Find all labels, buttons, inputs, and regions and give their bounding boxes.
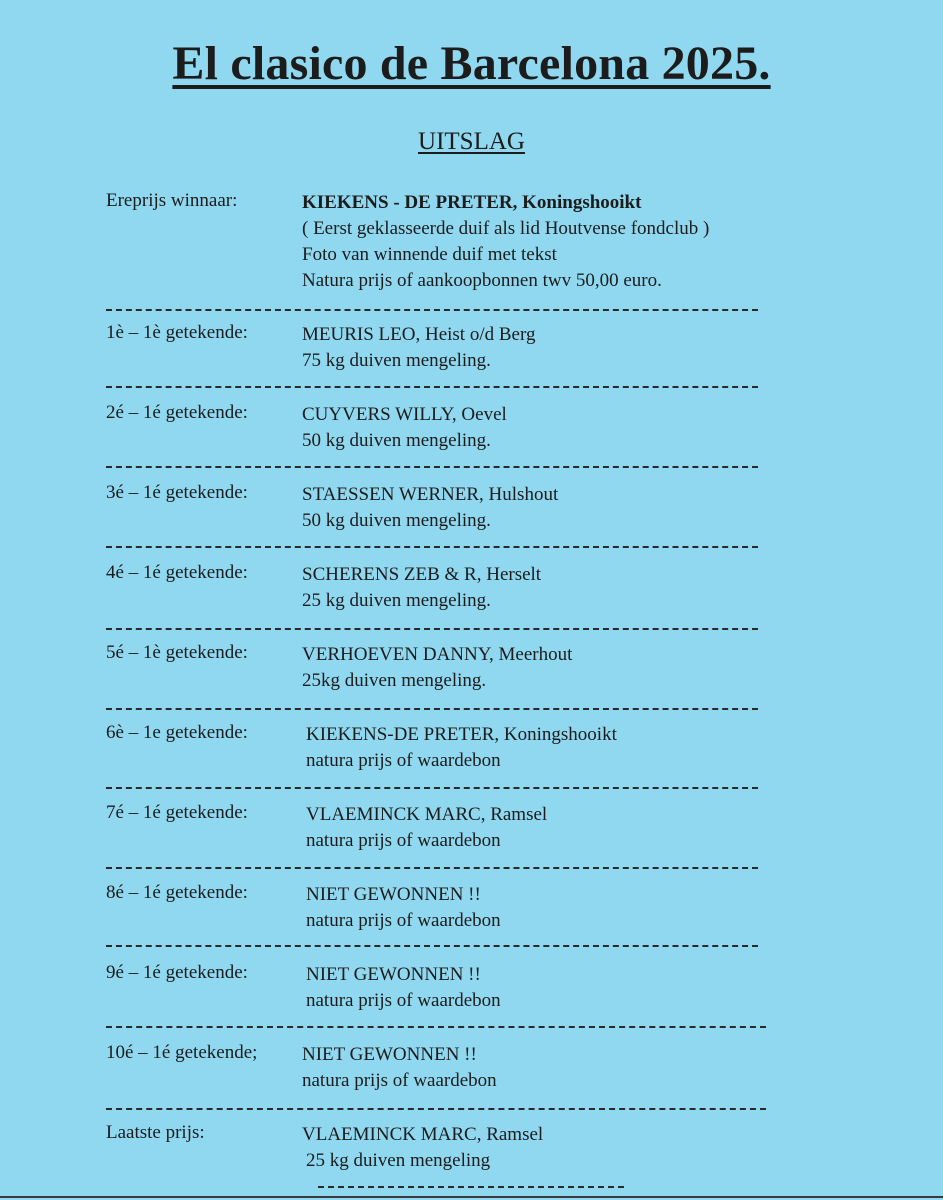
- separator: [106, 466, 758, 468]
- result-prize: natura prijs of waardebon: [302, 1070, 497, 1091]
- honor-prize-photo: Foto van winnende duif met tekst: [302, 244, 557, 265]
- result-label: 7é – 1é getekende:: [106, 802, 248, 823]
- result-prize: 50 kg duiven mengeling.: [302, 510, 491, 531]
- page-subtitle: UITSLAG: [418, 128, 525, 155]
- result-winner: VLAEMINCK MARC, Ramsel: [302, 1124, 544, 1145]
- result-prize: 25 kg duiven mengeling.: [302, 590, 491, 611]
- separator: [106, 867, 758, 869]
- page-title: El clasico de Barcelona 2025.: [172, 37, 771, 90]
- result-winner: STAESSEN WERNER, Hulshout: [302, 484, 559, 505]
- result-label: 9é – 1é getekende:: [106, 962, 248, 983]
- result-winner: KIEKENS-DE PRETER, Koningshooikt: [306, 724, 617, 745]
- separator: [106, 1026, 766, 1028]
- result-winner: NIET GEWONNEN !!: [306, 884, 481, 905]
- honor-prize-winner: KIEKENS - DE PRETER, Koningshooikt: [302, 192, 642, 213]
- result-winner: SCHERENS ZEB & R, Herselt: [302, 564, 542, 585]
- result-label: 6è – 1e getekende:: [106, 722, 248, 743]
- result-prize: natura prijs of waardebon: [306, 990, 501, 1011]
- result-prize: 75 kg duiven mengeling.: [302, 350, 491, 371]
- result-prize: 25kg duiven mengeling.: [302, 670, 487, 691]
- result-winner: VLAEMINCK MARC, Ramsel: [306, 804, 548, 825]
- separator: [106, 628, 758, 630]
- honor-prize-reward: Natura prijs of aankoopbonnen twv 50,00 euro.: [302, 270, 662, 291]
- result-label: 10é – 1é getekende;: [106, 1042, 258, 1063]
- result-prize: natura prijs of waardebon: [306, 830, 501, 851]
- result-label: 1è – 1è getekende:: [106, 322, 248, 343]
- separator: [106, 1108, 766, 1110]
- result-prize: natura prijs of waardebon: [306, 750, 501, 771]
- honor-prize-label: Ereprijs winnaar:: [106, 190, 238, 211]
- result-label: 2é – 1é getekende:: [106, 402, 248, 423]
- honor-prize-note: ( Eerst geklasseerde duif als lid Houtvense fondclub ): [302, 218, 710, 239]
- bottom-edge-rule: [0, 1196, 943, 1198]
- result-label: 5é – 1è getekende:: [106, 642, 248, 663]
- result-winner: NIET GEWONNEN !!: [302, 1044, 477, 1065]
- separator: [106, 708, 758, 710]
- result-label: 4é – 1é getekende:: [106, 562, 248, 583]
- result-label: Laatste prijs:: [106, 1122, 205, 1143]
- result-label: 3é – 1é getekende:: [106, 482, 248, 503]
- result-prize: natura prijs of waardebon: [306, 910, 501, 931]
- separator: [106, 945, 758, 947]
- result-prize: 25 kg duiven mengeling: [306, 1150, 491, 1171]
- result-winner: NIET GEWONNEN !!: [306, 964, 481, 985]
- separator: [106, 546, 758, 548]
- result-prize: 50 kg duiven mengeling.: [302, 430, 491, 451]
- closing-separator: [318, 1186, 624, 1188]
- separator: [106, 386, 758, 388]
- result-winner: VERHOEVEN DANNY, Meerhout: [302, 644, 573, 665]
- separator: [106, 787, 758, 789]
- result-winner: CUYVERS WILLY, Oevel: [302, 404, 507, 425]
- separator: [106, 309, 758, 311]
- result-winner: MEURIS LEO, Heist o/d Berg: [302, 324, 536, 345]
- result-label: 8é – 1é getekende:: [106, 882, 248, 903]
